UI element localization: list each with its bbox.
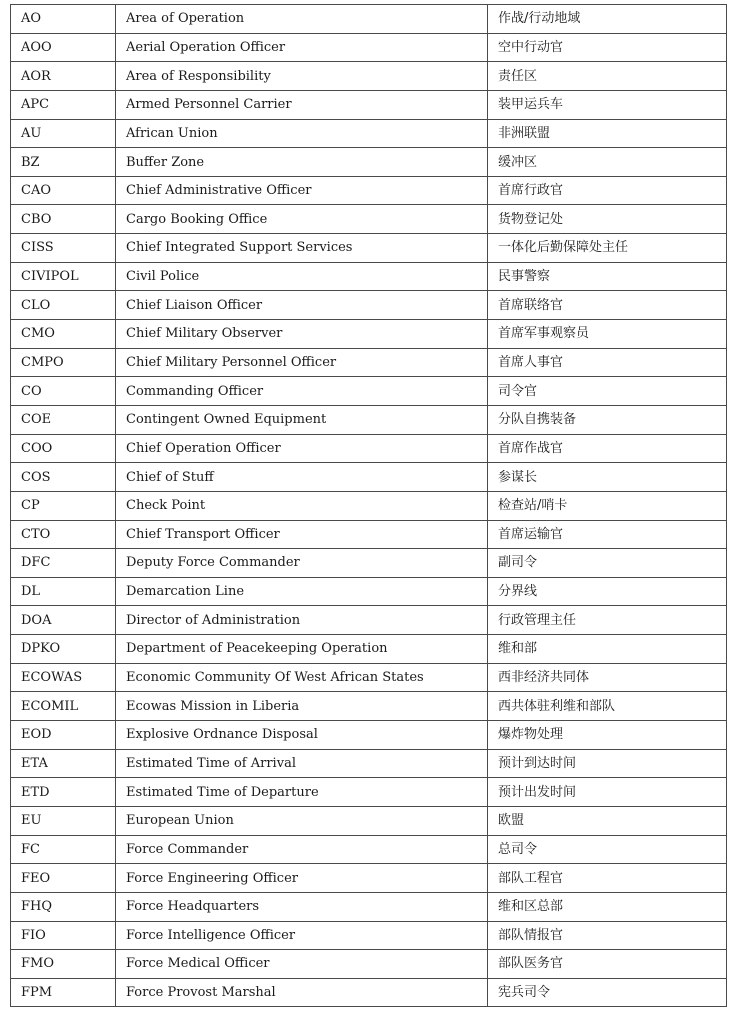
abbreviation-glossary-table	[10, 4, 727, 1007]
abbreviation-cell: ETD	[11, 778, 116, 807]
full-name-cell: Chief Military Observer	[116, 320, 488, 349]
chinese-translation-cell: 分界线	[488, 577, 727, 606]
full-name-cell: Department of Peacekeeping Operation	[116, 635, 488, 664]
chinese-translation-cell: 欧盟	[488, 806, 727, 835]
table-row	[11, 692, 727, 721]
table-row	[11, 950, 727, 979]
table-row	[11, 663, 727, 692]
full-name-cell: Force Medical Officer	[116, 950, 488, 979]
chinese-translation-cell: 装甲运兵车	[488, 90, 727, 119]
table-row	[11, 806, 727, 835]
chinese-translation-cell: 一体化后勤保障处主任	[488, 234, 727, 263]
full-name-cell: Force Engineering Officer	[116, 864, 488, 893]
table-row	[11, 205, 727, 234]
table-row	[11, 119, 727, 148]
chinese-translation-cell: 首席作战官	[488, 434, 727, 463]
table-row	[11, 864, 727, 893]
chinese-translation-cell: 民事警察	[488, 262, 727, 291]
full-name-cell: Chief Military Personnel Officer	[116, 348, 488, 377]
full-name-cell: Estimated Time of Arrival	[116, 749, 488, 778]
abbreviation-cell: COE	[11, 405, 116, 434]
table-row	[11, 520, 727, 549]
table-row	[11, 148, 727, 177]
abbreviation-cell: EOD	[11, 721, 116, 750]
table-row	[11, 606, 727, 635]
abbreviation-cell: FPM	[11, 978, 116, 1007]
chinese-translation-cell: 部队医务官	[488, 950, 727, 979]
table-row	[11, 320, 727, 349]
chinese-translation-cell: 维和区总部	[488, 892, 727, 921]
full-name-cell: Explosive Ordnance Disposal	[116, 721, 488, 750]
chinese-translation-cell: 首席行政官	[488, 176, 727, 205]
abbreviation-cell: AOR	[11, 62, 116, 91]
full-name-cell: Force Headquarters	[116, 892, 488, 921]
abbreviation-cell: CMPO	[11, 348, 116, 377]
table-row	[11, 577, 727, 606]
full-name-cell: Armed Personnel Carrier	[116, 90, 488, 119]
full-name-cell: Civil Police	[116, 262, 488, 291]
table-row	[11, 721, 727, 750]
full-name-cell: Buffer Zone	[116, 148, 488, 177]
abbreviation-cell: ETA	[11, 749, 116, 778]
table-row	[11, 635, 727, 664]
full-name-cell: Chief Administrative Officer	[116, 176, 488, 205]
chinese-translation-cell: 维和部	[488, 635, 727, 664]
full-name-cell: Chief Liaison Officer	[116, 291, 488, 320]
abbreviation-cell: FMO	[11, 950, 116, 979]
chinese-translation-cell: 宪兵司令	[488, 978, 727, 1007]
table-row	[11, 234, 727, 263]
full-name-cell: Ecowas Mission in Liberia	[116, 692, 488, 721]
table-row	[11, 549, 727, 578]
full-name-cell: Demarcation Line	[116, 577, 488, 606]
full-name-cell: Check Point	[116, 491, 488, 520]
full-name-cell: Area of Responsibility	[116, 62, 488, 91]
chinese-translation-cell: 分队自携装备	[488, 405, 727, 434]
full-name-cell: Chief Operation Officer	[116, 434, 488, 463]
chinese-translation-cell: 副司令	[488, 549, 727, 578]
full-name-cell: Economic Community Of West African States	[116, 663, 488, 692]
chinese-translation-cell: 部队情报官	[488, 921, 727, 950]
table-row	[11, 176, 727, 205]
abbreviation-cell: CAO	[11, 176, 116, 205]
table-row	[11, 291, 727, 320]
full-name-cell: Chief Transport Officer	[116, 520, 488, 549]
chinese-translation-cell: 非洲联盟	[488, 119, 727, 148]
glossary-table-body	[11, 5, 727, 1007]
full-name-cell: Force Intelligence Officer	[116, 921, 488, 950]
abbreviation-cell: EU	[11, 806, 116, 835]
full-name-cell: Commanding Officer	[116, 377, 488, 406]
abbreviation-cell: DPKO	[11, 635, 116, 664]
full-name-cell: Director of Administration	[116, 606, 488, 635]
table-row	[11, 463, 727, 492]
abbreviation-cell: CMO	[11, 320, 116, 349]
full-name-cell: European Union	[116, 806, 488, 835]
chinese-translation-cell: 爆炸物处理	[488, 721, 727, 750]
abbreviation-cell: DOA	[11, 606, 116, 635]
chinese-translation-cell: 缓冲区	[488, 148, 727, 177]
table-row	[11, 778, 727, 807]
abbreviation-cell: APC	[11, 90, 116, 119]
table-row	[11, 62, 727, 91]
table-row	[11, 892, 727, 921]
abbreviation-cell: CLO	[11, 291, 116, 320]
full-name-cell: Contingent Owned Equipment	[116, 405, 488, 434]
chinese-translation-cell: 空中行动官	[488, 33, 727, 62]
abbreviation-cell: FEO	[11, 864, 116, 893]
abbreviation-cell: AOO	[11, 33, 116, 62]
table-row	[11, 262, 727, 291]
abbreviation-cell: FC	[11, 835, 116, 864]
abbreviation-cell: COO	[11, 434, 116, 463]
table-row	[11, 405, 727, 434]
full-name-cell: Cargo Booking Office	[116, 205, 488, 234]
chinese-translation-cell: 预计到达时间	[488, 749, 727, 778]
table-row	[11, 434, 727, 463]
full-name-cell: Force Commander	[116, 835, 488, 864]
chinese-translation-cell: 货物登记处	[488, 205, 727, 234]
table-row	[11, 749, 727, 778]
chinese-translation-cell: 预计出发时间	[488, 778, 727, 807]
chinese-translation-cell: 首席军事观察员	[488, 320, 727, 349]
abbreviation-cell: CTO	[11, 520, 116, 549]
abbreviation-cell: COS	[11, 463, 116, 492]
table-row	[11, 33, 727, 62]
chinese-translation-cell: 司令官	[488, 377, 727, 406]
chinese-translation-cell: 西共体驻利维和部队	[488, 692, 727, 721]
chinese-translation-cell: 部队工程官	[488, 864, 727, 893]
table-row	[11, 5, 727, 34]
table-row	[11, 348, 727, 377]
abbreviation-cell: BZ	[11, 148, 116, 177]
table-row	[11, 491, 727, 520]
chinese-translation-cell: 首席运输官	[488, 520, 727, 549]
chinese-translation-cell: 首席人事官	[488, 348, 727, 377]
chinese-translation-cell: 行政管理主任	[488, 606, 727, 635]
table-row	[11, 90, 727, 119]
chinese-translation-cell: 西非经济共同体	[488, 663, 727, 692]
full-name-cell: Area of Operation	[116, 5, 488, 34]
full-name-cell: African Union	[116, 119, 488, 148]
table-row	[11, 978, 727, 1007]
table-row	[11, 835, 727, 864]
chinese-translation-cell: 首席联络官	[488, 291, 727, 320]
abbreviation-cell: AO	[11, 5, 116, 34]
abbreviation-cell: DL	[11, 577, 116, 606]
full-name-cell: Force Provost Marshal	[116, 978, 488, 1007]
abbreviation-cell: CP	[11, 491, 116, 520]
full-name-cell: Deputy Force Commander	[116, 549, 488, 578]
chinese-translation-cell: 责任区	[488, 62, 727, 91]
abbreviation-cell: CIVIPOL	[11, 262, 116, 291]
chinese-translation-cell: 检查站/哨卡	[488, 491, 727, 520]
abbreviation-cell: ECOMIL	[11, 692, 116, 721]
table-row	[11, 921, 727, 950]
abbreviation-cell: CISS	[11, 234, 116, 263]
full-name-cell: Chief of Stuff	[116, 463, 488, 492]
chinese-translation-cell: 作战/行动地域	[488, 5, 727, 34]
abbreviation-cell: CBO	[11, 205, 116, 234]
abbreviation-cell: FIO	[11, 921, 116, 950]
abbreviation-cell: FHQ	[11, 892, 116, 921]
chinese-translation-cell: 总司令	[488, 835, 727, 864]
table-row	[11, 377, 727, 406]
abbreviation-cell: ECOWAS	[11, 663, 116, 692]
abbreviation-cell: AU	[11, 119, 116, 148]
abbreviation-cell: DFC	[11, 549, 116, 578]
full-name-cell: Estimated Time of Departure	[116, 778, 488, 807]
abbreviation-cell: CO	[11, 377, 116, 406]
full-name-cell: Chief Integrated Support Services	[116, 234, 488, 263]
full-name-cell: Aerial Operation Officer	[116, 33, 488, 62]
chinese-translation-cell: 参谋长	[488, 463, 727, 492]
